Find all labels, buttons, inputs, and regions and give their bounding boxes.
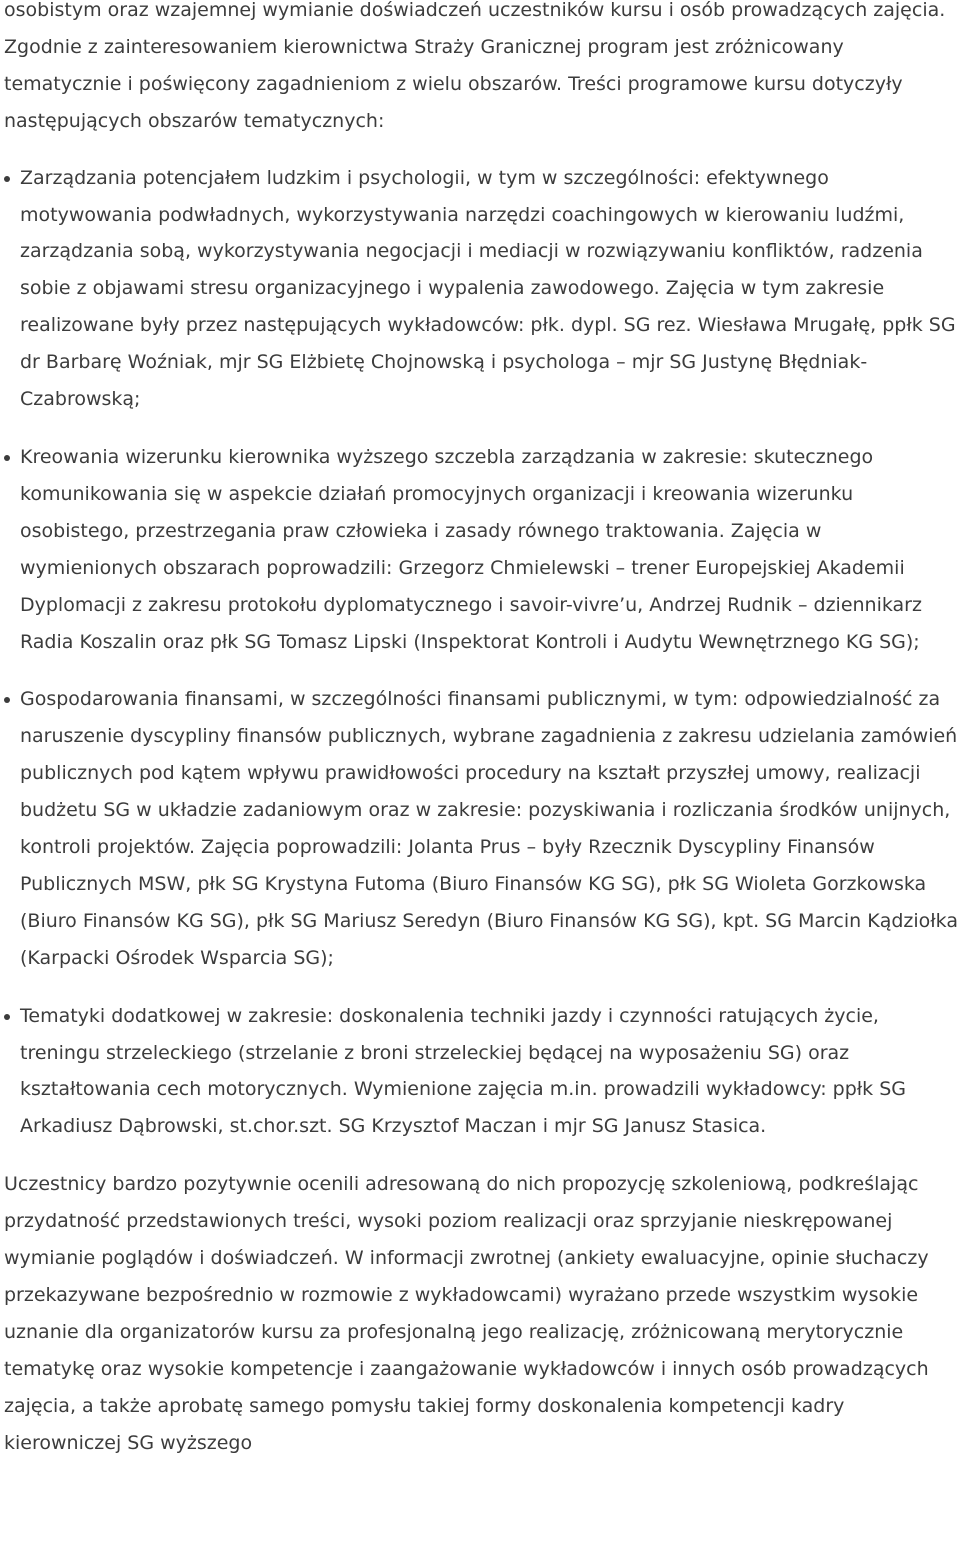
bullet-icon [4, 455, 10, 461]
list-item-text: Tematyki dodatkowej w zakresie: doskonalenia techniki jazdy i czynności ratujących życie, treningu strzeleckiego (strzelanie z broni strzeleckiej będącej na wyposażeniu SG) oraz kształtowania cech motorycznych. Wymienione zajęcia m.in. prowadzili wykładowcy: ppłk SG Arkadiusz Dąbrowski, st.chor.szt. SG Krzysztof Maczan i mjr SG Janusz Stasica. [20, 1004, 906, 1138]
list-item-text: Kreowania wizerunku kierownika wyższego szczebla zarządzania w zakresie: skutecznego komunikowania się w aspekcie działań promocyjnych organizacji i kreowania wizerunku osobistego, przestrzegania praw człowieka i zasady równego traktowania. Zajęcia w wymienionych obszarach poprowadzili: Grzegorz Chmielewski – trener Europejskiej Akademii Dyplomacji z zakresu protokołu dyplomatycznego i savoir-vivre’u, Andrzej Rudnik – dziennikarz Radia Koszalin oraz płk SG Tomasz Lipski (Inspektorat Kontroli i Audytu Wewnętrznego KG SG); [20, 445, 922, 653]
closing-paragraph: Uczestnicy bardzo pozytywnie ocenili adresowaną do nich propozycję szkoleniową, podkreślając przydatność przedstawionych treści, wysoki poziom realizacji oraz sprzyjanie nieskrępowanej wymianie poglądów i doświadczeń. W informacji zwrotnej (ankiety ewaluacyjne, opinie słuchaczy przekazywane bezpośrednio w rozmowie z wykładowcami) wyrażano przede wszystkim wysokie uznanie dla organizatorów kursu za profesjonalną jego realizację, zróżnicowaną merytorycznie tematykę oraz wysokie kompetencje i zaangażowanie wykładowców i innych osób prowadzących zajęcia, a także aprobatę samego pomysłu takiej formy doskonalenia kompetencji kadry kierowniczej SG wyższego [4, 1173, 929, 1454]
list-item [4, 439, 959, 660]
bullet-icon [4, 697, 10, 703]
list-item [4, 160, 959, 418]
list-item [4, 998, 959, 1146]
topics-list [4, 160, 959, 1146]
list-item-text: Zarządzania potencjałem ludzkim i psychologii, w tym w szczególności: efektywnego motywowania podwładnych, wykorzystywania narzędzi coachingowych w kierowaniu ludźmi, zarządzania sobą, wykorzystywania negocjacji i mediacji w rozwiązywaniu konfliktów, radzenia sobie z objawami stresu organizacyjnego i wypalenia zawodowego. Zajęcia w tym zakresie realizowane były przez następujących wykładowców: płk. dypl. SG rez. Wiesława Mrugałę, ppłk SG dr Barbarę Woźniak, mjr SG Elżbietę Chojnowską i psychologa – mjr SG Justynę Błędniak-Czabrowską; [20, 166, 956, 411]
intro-paragraph: osobistym oraz wzajemnej wymianie doświadczeń uczestników kursu i osób prowadzących zajęcia. Zgodnie z zainteresowaniem kierownictwa Straży Granicznej program jest zróżnicowany tematycznie i poświęcony zagadnieniom z wielu obszarów. Treści programowe kursu dotyczyły następujących obszarów tematycznych: [4, 0, 946, 132]
document-page [4, 0, 959, 1462]
list-item [4, 681, 959, 976]
bullet-icon [4, 1014, 10, 1020]
bullet-icon [4, 176, 10, 182]
list-item-text: Gospodarowania finansami, w szczególności finansami publicznymi, w tym: odpowiedzialność za naruszenie dyscypliny finansów publicznych, wybrane zagadnienia z zakresu udzielania zamówień publicznych pod kątem wpływu prawidłowości procedury na kształt przyszłej umowy, realizacji budżetu SG w układzie zadaniowym oraz w zakresie: pozyskiwania i rozliczania środków unijnych, kontroli projektów. Zajęcia poprowadzili: Jolanta Prus – były Rzecznik Dyscypliny Finansów Publicznych MSW, płk SG Krystyna Futoma (Biuro Finansów KG SG), płk SG Wioleta Gorzkowska (Biuro Finansów KG SG), płk SG Mariusz Seredyn (Biuro Finansów KG SG), kpt. SG Marcin Kądziołka (Karpacki Ośrodek Wsparcia SG); [20, 688, 958, 969]
